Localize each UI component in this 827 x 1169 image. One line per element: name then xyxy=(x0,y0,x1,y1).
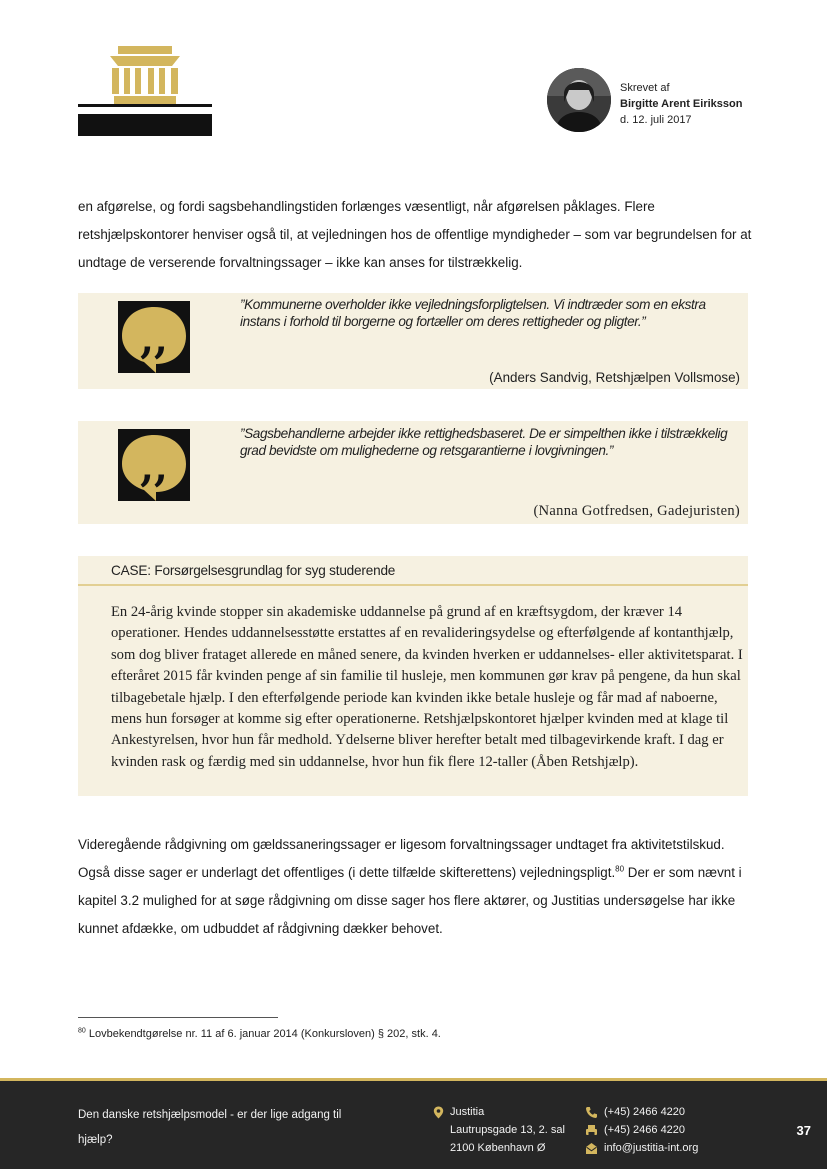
quote-1-text: ”Kommunerne overholder ikke vejledningsforpligtelsen. Vi indtræder som en ekstra instans i forhold til borgerne og fortæller om deres rettigheder og pligter.” xyxy=(240,297,706,329)
author-prefix: Skrevet af xyxy=(620,82,670,94)
quote-2-source: (Nanna Gotfredsen, Gadejuristen) xyxy=(533,503,740,519)
case-body: En 24-årig kvinde stopper sin akademiske uddannelse på grund af en kræftsygdom, der kræver 14 operationer. Hendes uddannelsesstøtte erstattes af en revalideringsydelse og efterfølgende af kontanthjælp, som dog bliver frataget allerede en måned senere, da kvinden hverken er uddannelses- eller aktivitetsparat. I efteråret 2015 får kvinden penge af sin familie til husleje, men kommunen gør krav på pengene, da hun skal tilbagebetale hjælp. I den efterfølgende periode kan kvinden ikke betale husleje og får mad af naboerne, mens hun forsøger at komme sig efter operationerne. Retshjælpskontoret hjælper kvinden med at klage til Ankestyrelsen, hvor hun får medhold. Ydelserne bliver herefter betalt med tilbagevirkende kraft. I dag er kvinden rask og færdig med sin uddannelse, hvor hun fik flere 12-taller (Åben Retshjælp). xyxy=(111,604,743,770)
footer-contact xyxy=(585,1103,698,1157)
page-footer xyxy=(0,1078,827,1169)
portrait-icon xyxy=(547,68,611,132)
intro-paragraph: en afgørelse, og fordi sagsbehandlingstiden forlænges væsentligt, når afgørelsen påklages. Flere retshjælpskontorer henviser også til, at vejledningen hos de offentlige myndigheder – som var begrundelsen for at undtage de verserende forvaltningssager – ikke kan anses for tilstrækkelig. xyxy=(78,199,752,270)
footer-phone-2[interactable]: (+45) 2466 4220 xyxy=(585,1121,698,1139)
footer-address xyxy=(432,1103,565,1157)
phone-icon xyxy=(585,1106,598,1119)
logo-bar-thin xyxy=(78,104,212,107)
footnote-text: Lovbekendtgørelse nr. 11 af 6. januar 2014 (Konkursloven) § 202, stk. 4. xyxy=(85,1028,441,1040)
footer-org: Justitia xyxy=(432,1103,565,1121)
quote-1-source: (Anders Sandvig, Retshjælpen Vollsmose) xyxy=(489,370,740,385)
svg-text:,,: ,, xyxy=(140,444,168,491)
page-number: 37 xyxy=(796,1123,811,1138)
svg-text:,,: ,, xyxy=(140,316,168,363)
debt-paragraph-part-a: Videregående rådgivning om gældssaneringssager er ligesom forvaltningssager undtaget fra aktivitetstilskud. Også disse sager er underlagt det offentliges (i dette tilfælde skifterettens) vejledningspligt. xyxy=(78,837,725,880)
author-date: d. 12. juli 2017 xyxy=(620,114,692,126)
footer-title: Den danske retshjælpsmodel - er der lige adgang til hjælp? xyxy=(78,1109,342,1146)
footnote-number: 80 xyxy=(78,1027,86,1035)
case-box xyxy=(78,556,748,796)
footnote xyxy=(78,1026,441,1042)
mail-icon xyxy=(585,1142,598,1155)
footer-email[interactable]: info@justitia-int.org xyxy=(585,1139,698,1157)
speech-bubble-icon xyxy=(118,429,190,505)
fax-icon xyxy=(585,1124,598,1137)
location-pin-icon xyxy=(432,1106,445,1119)
footer-phone-1[interactable]: (+45) 2466 4220 xyxy=(585,1103,698,1121)
case-heading: CASE: Forsørgelsesgrundlag for syg studerende xyxy=(78,556,748,586)
quote-box-1 xyxy=(78,293,748,389)
quote-2-text: ”Sagsbehandlerne arbejder ikke rettighedsbaseret. De er simpelthen ikke i tilstrækkelig grad bevidste om mulighederne og retsgarantierne i lovgivningen.” xyxy=(240,426,728,458)
justitia-logo xyxy=(78,44,212,136)
debt-paragraph-part-b: Der er som nævnt i kapitel 3.2 mulighed for at søge rådgivning om disse sager hos flere aktører, og Justitias undersøgelse har ikke kunnet afdække, om udbuddet af rådgivning dækker behovet. xyxy=(78,865,742,936)
debt-paragraph xyxy=(78,831,758,943)
logo-wordmark-redacted xyxy=(78,114,212,136)
author-block xyxy=(547,68,807,132)
columns-logo-icon xyxy=(78,44,212,106)
author-meta xyxy=(620,80,742,128)
footnote-divider xyxy=(78,1017,278,1018)
speech-bubble-icon xyxy=(118,301,190,377)
quote-box-2 xyxy=(78,421,748,524)
author-name: Birgitte Arent Eiriksson xyxy=(620,98,743,110)
author-avatar xyxy=(547,68,611,132)
footer-address-line-1: Lautrupsgade 13, 2. sal xyxy=(450,1124,565,1136)
footer-address-line-2: 2100 København Ø xyxy=(450,1142,546,1154)
footnote-reference[interactable]: 80 xyxy=(615,864,625,874)
